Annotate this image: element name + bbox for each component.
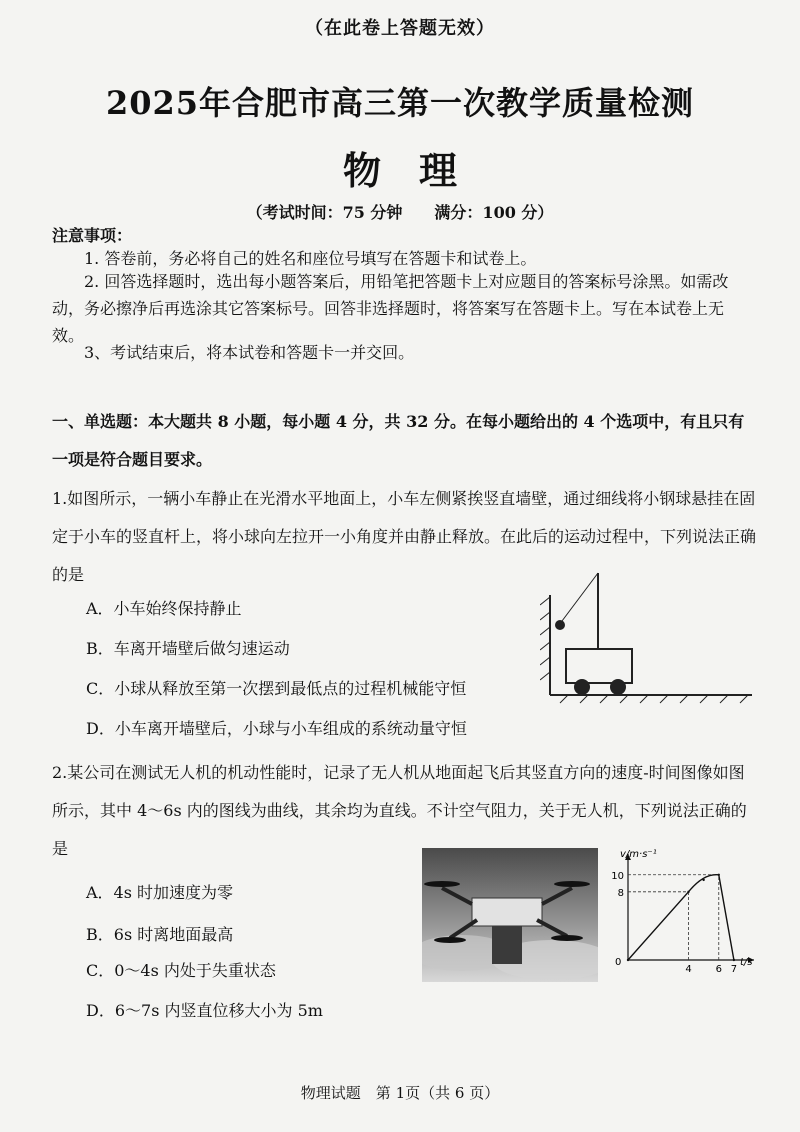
x-tick-label-7: 7 — [730, 964, 738, 975]
y-tick-label-10: 10 — [611, 870, 624, 882]
notice-item-1: 1. 答卷前，务必将自己的姓名和座位号填写在答题卡和试卷上。 — [84, 249, 537, 268]
drone-body — [472, 898, 542, 926]
x-axis-label: t/s — [740, 957, 753, 968]
cart-wheel-right — [610, 679, 626, 695]
q2-stem: 2.某公司在测试无人机的机动性能时，记录了无人机从地面起飞后其竖直方向的速度-时间图像如图所示，其中 4～6s 内的图线为曲线，其余均为直线。不计空气阻力，关于无人机，下列说法正确的是 — [52, 763, 747, 858]
string-line — [562, 573, 598, 621]
y-tick-label-8: 8 — [617, 887, 624, 899]
q1-option-a: A．小车始终保持静止 — [86, 599, 242, 618]
y-axis-label: v/m·s⁻¹ — [620, 849, 657, 860]
exam-title: 2025年合肥市高三第一次教学质量检测 — [105, 84, 695, 122]
q1-option-d: D．小车离开墙壁后，小球与小车组成的系统动量守恒 — [86, 719, 467, 738]
q2-option-d: D．6～7s 内竖直位移大小为 5m — [86, 1001, 323, 1020]
data-point-0 — [627, 959, 629, 961]
vt-chart — [600, 842, 765, 977]
top-note: （在此卷上答题无效） — [305, 18, 495, 39]
origin-label: 0 — [615, 957, 622, 968]
section-heading: 一、单选题：本大题共 8 小题，每小题 4 分，共 32 分。在每小题给出的 4 个选项中，有且只有一项是符合题目要求。 — [52, 412, 745, 469]
data-point-3 — [718, 874, 720, 876]
data-point-4 — [733, 959, 735, 961]
cart-wheel-left — [574, 679, 590, 695]
velocity-series-line — [628, 875, 734, 960]
exam-meta: （考试时间：75 分钟 满分：100 分） — [246, 203, 554, 222]
q2-option-a: A．4s 时加速度为零 — [86, 883, 234, 902]
notice-heading: 注意事项： — [52, 226, 133, 245]
steel-ball — [555, 620, 565, 630]
data-point-2 — [702, 879, 704, 881]
notice-item-3: 3、考试结束后，将本试卷和答题卡一并交回。 — [84, 343, 415, 362]
q1-option-c: C．小球从释放至第一次摆到最低点的过程机械能守恒 — [86, 679, 467, 698]
x-tick-label-6: 6 — [715, 964, 722, 975]
q2-option-c: C．0～4s 内处于失重状态 — [86, 961, 276, 980]
page-footer: 物理试题 第 1页（共 6 页） — [300, 1084, 500, 1102]
drone-payload — [492, 926, 522, 964]
drone-photo — [422, 848, 598, 982]
q1-stem: 1.如图所示，一辆小车静止在光滑水平地面上，小车左侧紧挨竖直墙壁，通过细线将小钢球悬挂在固定于小车的竖直杆上，将小球向左拉开一小角度并由静止释放。在此后的运动过程中，下列说法正确的是 — [52, 489, 757, 584]
q1-option-b: B．车离开墙壁后做匀速运动 — [86, 639, 290, 658]
q2-option-b: B．6s 时离地面最高 — [86, 925, 234, 944]
notice-item-2: 2. 回答选择题时，选出每小题答案后，用铅笔把答题卡上对应题目的答案标号涂黑。如需改动，务必擦净后再选涂其它答案标号。回答非选择题时，将答案写在答题卡上。写在本试卷上无效。 — [52, 272, 729, 345]
q1-cart-figure — [540, 565, 755, 715]
cart-body — [566, 649, 632, 683]
subject-title: 物 理 — [342, 148, 457, 193]
data-point-1 — [687, 891, 689, 893]
x-tick-label-4: 4 — [685, 964, 692, 975]
